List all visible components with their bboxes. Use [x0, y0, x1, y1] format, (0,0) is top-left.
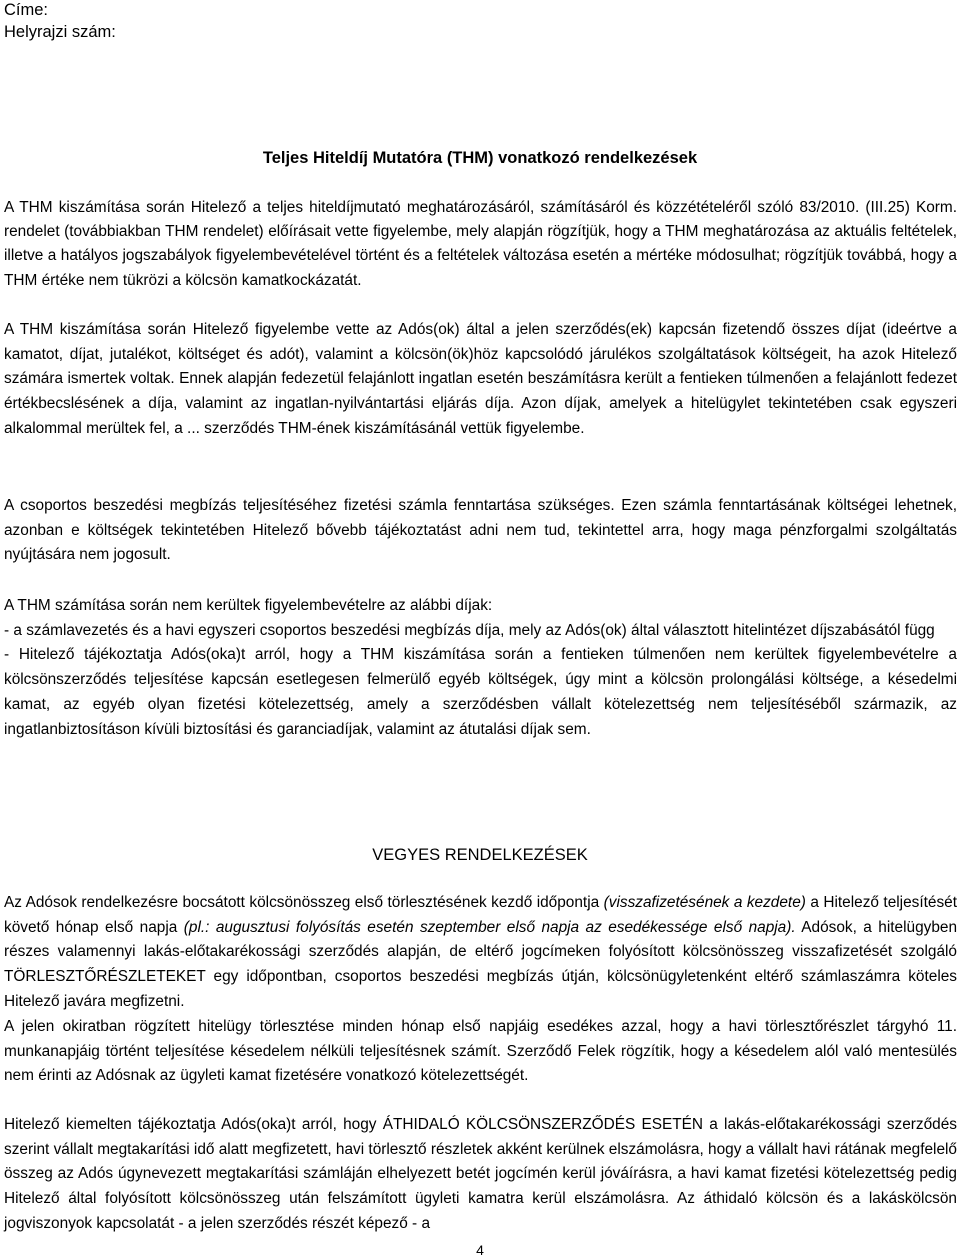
vegyes-section-title: VEGYES RENDELKEZÉSEK	[372, 846, 588, 864]
label-helyrajzi-szam: Helyrajzi szám:	[4, 23, 116, 41]
thm-excluded-item-1: - a számlavezetés és a havi egyszeri csoportos beszedési megbízás díja, mely az Adós(ok) által választott hitelintézet díjszabásától függ	[4, 621, 935, 639]
label-cime: Címe:	[4, 1, 49, 19]
vegyes-p1-text-a: Az Adósok rendelkezésre bocsátott kölcsönösszeg első törlesztésének kezdő időpontja	[4, 894, 604, 911]
vegyes-paragraph-3: Hitelező kiemelten tájékoztatja Adós(oka)t arról, hogy ÁTHIDALÓ KÖLCSÖNSZERZŐDÉS ESETÉN a lakás-előtakarékossági szerződés szerint vállalt megtakarítási idő alatt megfizetett, havi törlesztő részletek akként kerülnek elszámolásra, hogy a vállalt havi rátának megfelelő összeg az Adós úgynevezett megtakarítási számláján elhelyezett betét jogcímén kerül jóváírásra, a havi kamat fizetési kötelezettség pedig Hitelező által folyósított kölcsönösszeg után felszámított ügyleti kamatra kerül elszámolásra. Az áthidaló kölcsön és a lakáskölcsön jogviszonyok kapcsolatát - a jelen szerződés részét képező - a	[4, 1116, 957, 1232]
vegyes-p1-italic-a: (visszafizetésének a kezdete)	[603, 894, 806, 911]
thm-paragraph-1: A THM kiszámítása során Hitelező a teljes hiteldíjmutató meghatározásáról, számításáról és közzétételéről szóló 83/2010. (III.25) Korm. rendelet (továbbiakban THM rendelet) előírásait vette figyelembe, mely alapján rögzítjük, hogy a THM meghatározása az aktuális feltételek, illetve a hatályos jogszabályok figyelembevételével történt és a feltételek változása esetén a mértéke módosulhat; rögzítjük továbbá, hogy a THM értéke nem tükrözi a kölcsön kamatkockázatát.	[4, 199, 957, 289]
thm-excluded-fees	[4, 594, 957, 742]
vegyes-p1-text-b: a Hitelező teljesítését követő hónap első napja	[4, 894, 957, 936]
thm-excluded-item-2: - Hitelező tájékoztatja Adós(oka)t arról, hogy a THM kiszámítása során a fentieken túlmenően nem kerültek figyelembevételre a kölcsönszerződés teljesítése kapcsán esetlegesen felmerülő egyéb költségek, úgy mint a kölcsön prolongálási költsége, a késedelmi kamat, az egyéb olyan fizetési kötelezettség, amely a szerződésben vállalt kötelezettség nem teljesítéséből származik, az ingatlanbiztosításon kívüli biztosítási és garanciadíjak, valamint az átutalási díjak sem.	[4, 646, 957, 738]
vegyes-paragraph-2: A jelen okiratban rögzített hitelügy törlesztése minden hónap első napjáig esedékes azzal, hogy a havi törlesztőrészlet tárgyhó 11. munkanapjáig történt teljesítése késedelem nélküli teljesítésnek számít. Szerződő Felek rögzítik, hogy a késedelem alól való mentesülés nem érinti az Adósnak az ügyleti kamat fizetésére vonatkozó kötelezettségét.	[4, 1018, 957, 1085]
vegyes-paragraph-1	[4, 891, 957, 1015]
thm-section-title: Teljes Hiteldíj Mutatóra (THM) vonatkozó rendelkezések	[262, 149, 698, 167]
thm-paragraph-3: A csoportos beszedési megbízás teljesítéséhez fizetési számla fenntartása szükséges. Ezen számla fenntartásának költségei lehetnek, azonban e költségek tekintetében Hitelező bővebb tájékoztatást adni nem tud, tekintettel arra, hogy maga pénzforgalmi szolgáltatás nyújtására nem jogosult.	[4, 497, 957, 564]
vegyes-p1-text-c: Adósok, a hitelügyben részes valamennyi lakás-előtakarékossági szerződés alapján, de eltérő jogcímeken folyósított kölcsönösszeg visszafizetését szolgáló TÖRLESZTŐRÉSZLETEKET egy időpontban, csoportos beszedési megbízás útján, kölcsönügyletenként eltérő számlaszámra köteles Hitelező javára megfizetni.	[4, 918, 957, 1010]
thm-excluded-intro: A THM számítása során nem kerültek figyelembevételre az alábbi díjak:	[4, 597, 493, 614]
page-number: 4	[476, 1242, 484, 1258]
vegyes-p1-italic-b: (pl.: augusztusi folyósítás esetén szeptember első napja az esedékessége első napja).	[183, 918, 796, 936]
thm-paragraph-2: A THM kiszámítása során Hitelező figyelembe vette az Adós(ok) által a jelen szerződés(ek) kapcsán fizetendő összes díjat (ideértve a kamatot, díjat, jutalékot, költséget és adót), valamint a kölcsön(ök)höz kapcsolódó járulékos szolgáltatások költségeit, ha azok Hitelező számára ismertek voltak. Ennek alapján fedezetül felajánlott ingatlan esetén beszámításra került a fentieken túlmenően a felajánlott fedezet értékbecslésének a díja, valamint az ingatlan-nyilvántartási eljárás díja. Azon díjak, amelyek a hitelügylet tekintetében csak egyszeri alkalommal merültek fel, a ... szerződés THM-ének kiszámításánál vettük figyelembe.	[4, 321, 957, 437]
